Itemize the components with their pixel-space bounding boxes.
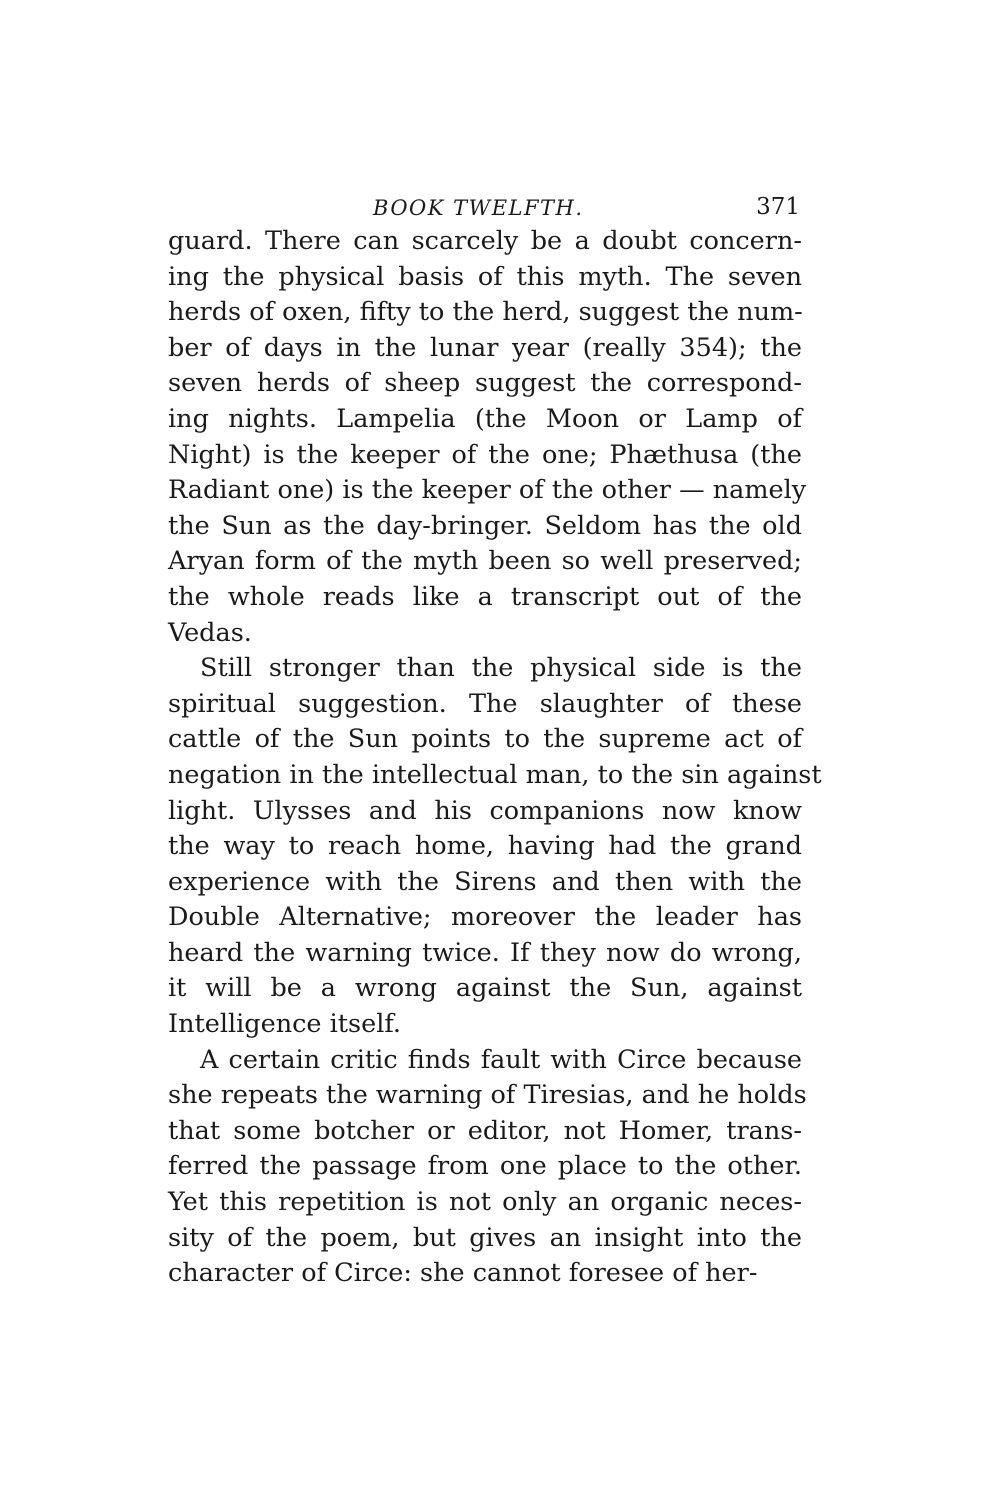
text-line: the Sun as the day-bringer. Seldom has the old <box>168 510 802 541</box>
text-line: A certain critic finds fault with Circe because <box>200 1044 802 1075</box>
text-line: ing nights. Lampelia (the Moon or Lamp of <box>168 403 802 434</box>
paragraph <box>168 1043 807 1292</box>
text-line: the way to reach home, having had the grand <box>168 831 802 862</box>
text-line: Double Alternative; moreover the leader has <box>168 902 802 933</box>
paragraph <box>168 651 822 1043</box>
text-line: light. Ulysses and his companions now know <box>168 795 802 826</box>
text-line: negation in the intellectual man, to the sin against <box>168 759 822 790</box>
paragraph <box>168 224 807 651</box>
page-number: 371 <box>756 194 800 220</box>
text-line: Vedas. <box>168 617 252 648</box>
text-line: that some botcher or editor, not Homer, trans- <box>168 1115 802 1146</box>
text-line: ber of days in the lunar year (really 354); the <box>168 332 802 363</box>
text-line: Yet this repetition is not only an organic neces- <box>168 1187 802 1218</box>
text-line: Intelligence itself. <box>168 1009 401 1040</box>
text-line: experience with the Sirens and then with the <box>168 866 802 897</box>
text-line: spiritual suggestion. The slaughter of these <box>168 688 802 719</box>
text-line: herds of oxen, fifty to the herd, suggest the num- <box>168 297 803 328</box>
text-line: guard. There can scarcely be a doubt concern- <box>168 226 802 256</box>
running-title: BOOK TWELFTH. <box>373 196 584 220</box>
text-line: heard the warning twice. If they now do wrong, <box>168 937 802 968</box>
text-line: Radiant one) is the keeper of the other — namely <box>168 475 807 506</box>
body-text <box>168 224 822 1292</box>
text-line: the whole reads like a transcript out of the <box>168 581 802 612</box>
text-line: ing the physical basis of this myth. The seven <box>168 261 802 292</box>
text-line: ferred the passage from one place to the other. <box>168 1151 802 1182</box>
text-line: it will be a wrong against the Sun, against <box>168 973 802 1004</box>
text-line: Night) is the keeper of the one; Phæthusa (the <box>168 439 802 470</box>
text-line: she repeats the warning of Tiresias, and he holds <box>168 1080 807 1111</box>
text-line: character of Circe: she cannot foresee of her- <box>168 1258 758 1289</box>
text-line: sity of the poem, but gives an insight into the <box>168 1222 802 1253</box>
text-line: Still stronger than the physical side is the <box>200 653 802 684</box>
text-line: cattle of the Sun points to the supreme act of <box>168 724 802 755</box>
text-line: Aryan form of the myth been so well preserved; <box>168 546 802 577</box>
text-line: seven herds of sheep suggest the correspond- <box>168 368 802 399</box>
